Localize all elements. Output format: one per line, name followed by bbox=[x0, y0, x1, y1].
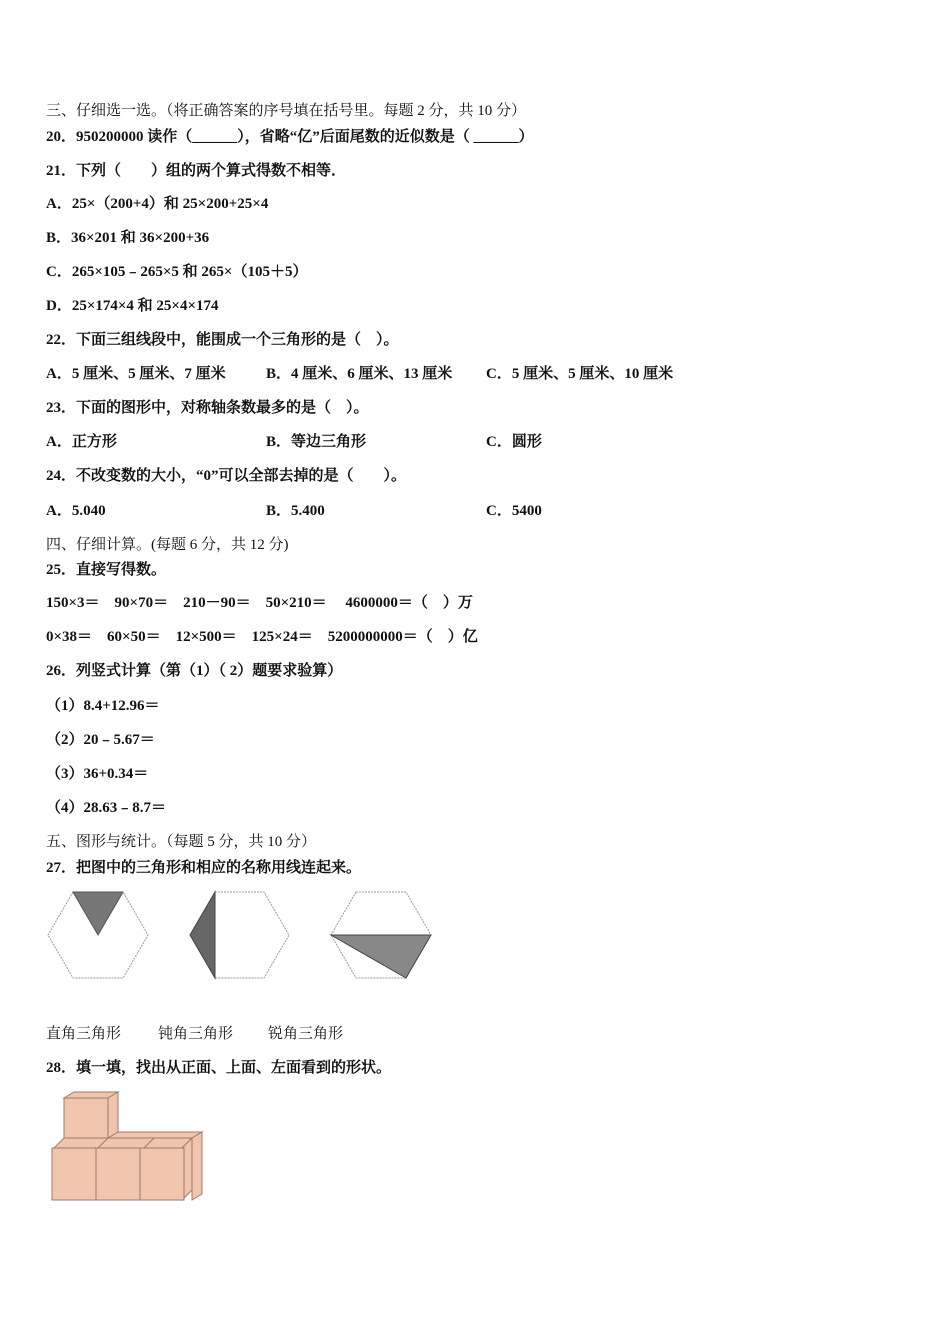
question-25-stem: 25．直接写得数。 bbox=[46, 562, 167, 578]
section-4-title: 四、仔细计算。(每题 6 分，共 12 分) bbox=[46, 537, 289, 553]
question-26-stem: 26．列竖式计算（第（1）（ 2）题要求验算） bbox=[46, 663, 343, 679]
question-23-stem: 23．下面的图形中，对称轴条数最多的是（ ）。 bbox=[46, 400, 369, 416]
question-26-part-2: （2）20﹣5.67＝ bbox=[46, 732, 155, 748]
triangle-name-obtuse: 钝角三角形 bbox=[158, 1026, 234, 1042]
question-20: 20．950200000 读作（______），省略“亿”后面尾数的近似数是（ ______） bbox=[46, 129, 534, 145]
triangle-name-right: 直角三角形 bbox=[46, 1026, 122, 1042]
question-22-option-a: A．5 厘米、5 厘米、7 厘米 bbox=[46, 366, 226, 382]
question-25-row-2: 0×38＝ 60×50＝ 12×500＝ 125×24＝ 5200000000＝（ ）亿 bbox=[46, 629, 478, 645]
question-28-stem: 28．填一填，找出从正面、上面、左面看到的形状。 bbox=[46, 1060, 392, 1076]
hexagon-figure-3 bbox=[331, 892, 431, 978]
question-23-option-c: C．圆形 bbox=[486, 434, 542, 450]
hexagon-figure-2 bbox=[190, 892, 289, 978]
question-25-row-1: 150×3＝ 90×70＝ 210－90＝ 50×210＝ 4600000＝（ ）万 bbox=[46, 595, 473, 611]
question-26-part-1: （1）8.4+12.96＝ bbox=[46, 698, 160, 714]
triangle-name-acute: 锐角三角形 bbox=[268, 1026, 344, 1042]
section-5-title: 五、图形与统计。（每题 5 分，共 10 分） bbox=[46, 834, 317, 850]
question-22-stem: 22．下面三组线段中，能围成一个三角形的是（ ）。 bbox=[46, 332, 399, 348]
question-24-option-a: A．5.040 bbox=[46, 503, 106, 519]
question-27-stem: 27．把图中的三角形和相应的名称用线连起来。 bbox=[46, 860, 362, 876]
question-21-option-b: B．36×201 和 36×200+36 bbox=[46, 230, 210, 246]
question-23-option-b: B．等边三角形 bbox=[266, 434, 367, 450]
question-24-option-c: C．5400 bbox=[486, 503, 542, 519]
question-21-stem: 21．下列（ ）组的两个算式得数不相等． bbox=[46, 163, 347, 179]
question-21-option-d: D．25×174×4 和 25×4×174 bbox=[46, 298, 219, 314]
question-24-stem: 24．不改变数的大小，“0”可以全部去掉的是（ ）。 bbox=[46, 468, 407, 484]
question-21-option-a: A．25×（200+4）和 25×200+25×4 bbox=[46, 196, 269, 212]
question-23-option-a: A．正方形 bbox=[46, 434, 117, 450]
cube-stack-figure bbox=[46, 1090, 211, 1210]
hexagon-figures bbox=[0, 880, 460, 990]
question-24-option-b: B．5.400 bbox=[266, 503, 325, 519]
question-22-option-c: C．5 厘米、5 厘米、10 厘米 bbox=[486, 366, 674, 382]
question-26-part-3: （3）36+0.34＝ bbox=[46, 766, 149, 782]
question-26-part-4: （4）28.63﹣8.7＝ bbox=[46, 800, 167, 816]
section-3-title: 三、仔细选一选。（将正确答案的序号填在括号里。每题 2 分，共 10 分） bbox=[46, 103, 527, 119]
hexagon-figure-1 bbox=[48, 892, 148, 978]
question-22-option-b: B．4 厘米、6 厘米、13 厘米 bbox=[266, 366, 453, 382]
question-21-option-c: C．265×105﹣265×5 和 265×（105＋5） bbox=[46, 264, 308, 280]
